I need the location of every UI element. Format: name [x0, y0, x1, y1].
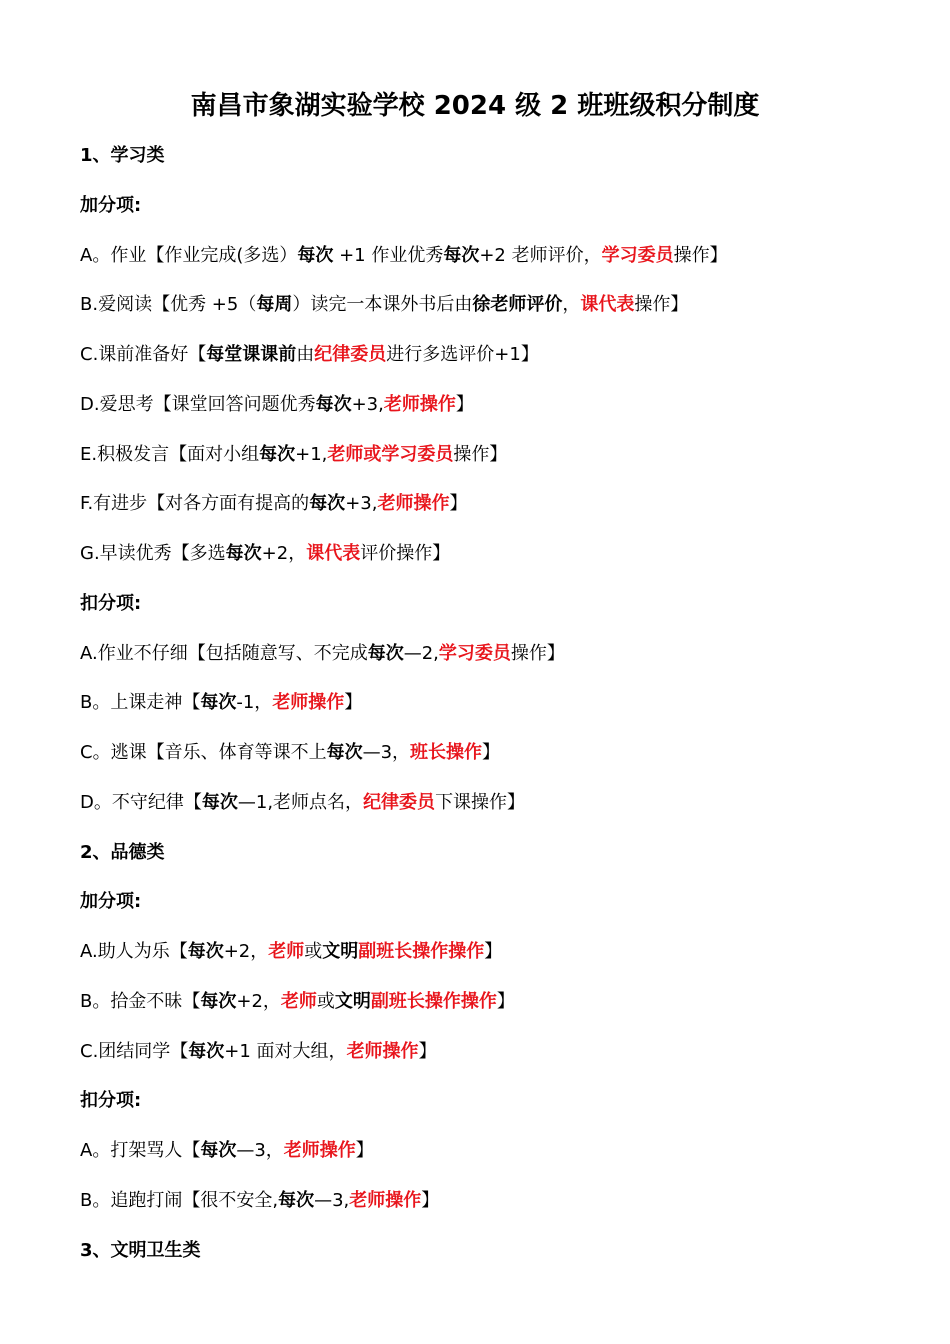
rule-item: [80, 292, 688, 318]
bold-text: 每次: [326, 742, 363, 763]
operator-highlight: 老师: [268, 941, 305, 962]
rule-item: [80, 939, 502, 965]
text-segment: A.助人为乐【: [80, 941, 188, 962]
text-segment: +2，: [261, 543, 307, 564]
text-segment: 】: [484, 941, 503, 962]
rule-item: [80, 1188, 439, 1214]
text-segment: 操作】: [673, 244, 728, 266]
bold-text: 每次: [188, 1040, 225, 1062]
text-segment: 或: [316, 990, 335, 1012]
rule-item: [80, 641, 565, 667]
text-segment: +2，: [223, 941, 269, 962]
rule-item: [80, 541, 450, 567]
text-segment: B。拾金不昧【: [80, 990, 201, 1012]
text-segment: D。不守纪律【: [80, 791, 202, 813]
bold-text: 加分项:: [80, 891, 142, 913]
bold-text: 每次: [200, 692, 237, 714]
text-segment: C.课前准备好【: [80, 344, 207, 365]
text-segment: +3,: [351, 393, 384, 415]
text-segment: +1 面对大组，: [224, 1040, 347, 1062]
section-heading: [80, 1088, 141, 1114]
text-segment: 评价操作】: [360, 543, 451, 564]
bold-text: 每次: [443, 244, 480, 266]
text-segment: C。逃课【音乐、体育等课不上: [80, 742, 327, 763]
rule-item: [80, 342, 539, 368]
text-segment: B。上课走神【: [80, 692, 201, 714]
bold-text: 3、文明卫生类: [80, 1239, 201, 1261]
operator-highlight: 老师或学习委员: [327, 443, 454, 465]
bold-text: 每周: [256, 294, 293, 316]
section-heading: [80, 143, 165, 169]
operator-highlight: 老师操作: [383, 393, 456, 415]
text-segment: 由: [296, 344, 315, 365]
text-segment: 】: [496, 990, 515, 1012]
text-segment: 】: [421, 1189, 440, 1211]
bold-text: 每次: [315, 393, 352, 415]
bold-text: 每次: [367, 642, 404, 664]
text-segment: B。追跑打闹【很不安全,: [80, 1189, 279, 1211]
bold-text: 扣分项:: [80, 592, 142, 614]
text-segment: —1,老师点名，: [237, 791, 364, 813]
rule-item: [80, 1138, 374, 1164]
text-segment: A。打架骂人【: [80, 1140, 201, 1161]
section-heading: [80, 193, 141, 219]
text-segment: E.积极发言【面对小组: [80, 443, 260, 465]
operator-highlight: 课代表: [306, 543, 361, 564]
text-segment: 】: [449, 493, 468, 515]
operator-highlight: 老师操作: [349, 1189, 422, 1211]
text-segment: —3，: [362, 742, 411, 763]
bold-text: 每次: [201, 791, 238, 813]
bold-text: 文明: [334, 990, 371, 1012]
text-segment: C.团结同学【: [80, 1040, 189, 1062]
text-segment: G.早读优秀【多选: [80, 543, 226, 564]
operator-highlight: 班长操作: [410, 742, 483, 763]
rule-item: [80, 790, 525, 816]
bold-text: 每次: [200, 1140, 237, 1161]
rule-item: [80, 740, 500, 766]
text-segment: +2，: [236, 990, 281, 1012]
bold-text: 1、学习类: [80, 145, 165, 166]
text-segment: 】: [455, 393, 474, 415]
text-segment: 进行多选评价+1】: [386, 344, 539, 365]
bold-text: 文明: [322, 941, 359, 962]
operator-highlight: 学习委员: [438, 642, 511, 664]
operator-highlight: 老师操作: [272, 692, 345, 714]
text-segment: 或: [304, 941, 323, 962]
text-segment: A.作业不仔细【包括随意写、不完成: [80, 642, 368, 664]
text-segment: +1,: [295, 443, 328, 465]
text-segment: 】: [344, 692, 363, 714]
text-segment: +2 老师评价，: [479, 244, 602, 266]
operator-highlight: 老师操作: [377, 493, 450, 515]
text-segment: 】: [418, 1040, 437, 1062]
bold-text: 每次: [200, 990, 237, 1012]
text-segment: 】: [482, 742, 501, 763]
rule-item: [80, 491, 467, 517]
text-segment: —3，: [236, 1140, 284, 1161]
bold-text: 每次: [187, 941, 224, 962]
text-segment: 操作】: [453, 443, 508, 465]
rule-item: [80, 392, 474, 418]
operator-highlight: 老师: [280, 990, 317, 1012]
section-heading: [80, 889, 141, 915]
text-segment: 下课操作】: [435, 791, 526, 813]
rule-item: [80, 243, 728, 269]
section-heading: [80, 591, 141, 617]
bold-text: 每次: [259, 443, 296, 465]
section-heading: [80, 1238, 201, 1264]
text-segment: F.有进步【对各方面有提高的: [80, 493, 310, 515]
bold-text: 每次: [278, 1189, 315, 1211]
bold-text: 每堂课课前: [206, 344, 297, 365]
text-segment: 】: [355, 1140, 374, 1161]
text-segment: -1，: [236, 692, 273, 714]
text-segment: +3,: [345, 493, 378, 515]
bold-text: 扣分项:: [80, 1090, 142, 1112]
rule-item: [80, 989, 515, 1015]
text-segment: —2,: [403, 642, 439, 664]
operator-highlight: 副班长操作操作: [370, 990, 497, 1012]
text-segment: A。作业【作业完成(多选）: [80, 244, 298, 266]
operator-highlight: 老师操作: [283, 1140, 356, 1161]
bold-text: 徐老师评价: [472, 294, 563, 316]
text-segment: B.爱阅读【优秀 +5（: [80, 294, 257, 316]
rule-item: [80, 1039, 437, 1065]
bold-text: 加分项:: [80, 194, 142, 216]
bold-text: 每次: [309, 493, 346, 515]
text-segment: 操作】: [634, 294, 689, 316]
rule-item: [80, 690, 362, 716]
operator-highlight: 学习委员: [601, 244, 674, 266]
text-segment: ）读完一本课外书后由: [292, 294, 473, 316]
rule-item: [80, 442, 507, 468]
text-segment: 操作】: [510, 642, 565, 664]
text-segment: D.爱思考【课堂回答问题优秀: [80, 393, 316, 415]
bold-text: 2、品德类: [80, 841, 165, 863]
operator-highlight: 纪律委员: [314, 344, 387, 365]
document-title: 南昌市象湖实验学校 2024 级 2 班班级积分制度: [190, 91, 760, 121]
bold-text: 每次: [297, 244, 334, 266]
bold-text: 每次: [225, 543, 262, 564]
text-segment: —3,: [314, 1189, 350, 1211]
section-heading: [80, 840, 165, 866]
operator-highlight: 老师操作: [346, 1040, 419, 1062]
operator-highlight: 纪律委员: [363, 791, 436, 813]
text-segment: +1 作业优秀: [333, 244, 444, 266]
text-segment: ，: [562, 294, 581, 316]
operator-highlight: 课代表: [580, 294, 635, 316]
operator-highlight: 副班长操作操作: [358, 941, 485, 962]
